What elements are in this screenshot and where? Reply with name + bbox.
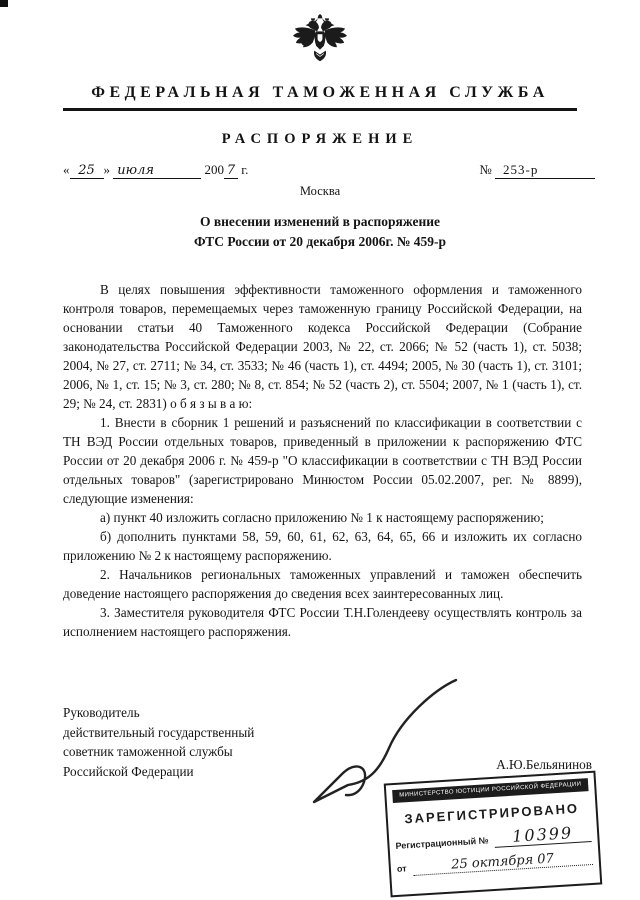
date-close-quote: » xyxy=(103,162,110,177)
paragraph-item-2: 2. Начальников региональных таможенных управлений и таможен обеспечить доведение настоящего распоряжения до сведения всех заинтересованных лиц. xyxy=(63,567,582,601)
signatory-title-line-1: Руководитель xyxy=(63,705,140,720)
date-number-row xyxy=(63,162,595,179)
registration-date-label: от xyxy=(396,863,407,874)
date-year-printed: 200 xyxy=(204,162,224,177)
document-title-line-1: О внесении изменений в распоряжение xyxy=(199,214,441,229)
ministry-name-bar: МИНИСТЕРСТВО ЮСТИЦИИ РОССИЙСКОЙ ФЕДЕРАЦИИ xyxy=(392,778,588,803)
signatory-title-line-4: Российской Федерации xyxy=(63,763,194,779)
paragraph-item-1a: а) пункт 40 изложить согласно приложению № 1 к настоящему распоряжению; xyxy=(100,510,544,525)
agency-name: ФЕДЕРАЛЬНАЯ ТАМОЖЕННАЯ СЛУЖБА xyxy=(91,84,549,101)
document-date xyxy=(63,162,248,179)
document-number xyxy=(479,162,595,179)
document-type-title: РАСПОРЯЖЕНИЕ xyxy=(221,131,419,147)
number-value: 253-р xyxy=(495,162,595,179)
paragraph-item-1: 1. Внести в сборник 1 решений и разъяснений по классификации в соответствии с ТН ВЭД России отдельных товаров, приведенный в приложении к распоряжению ФТС России от 20 декабря 2006 г. № 459-р "О классификации в соответствии с ТН ВЭД России отдельных товаров" (зарегистрировано Минюстом России 05.02.2007, рег. № 8899), следующие изменения: xyxy=(63,415,582,506)
registration-date-value: 25 октября 07 xyxy=(412,849,593,876)
number-sign: № xyxy=(479,162,492,177)
signatory-name: А.Ю.Бельянинов xyxy=(496,757,592,772)
signatory-title-line-2: действительный государственный xyxy=(63,724,255,740)
signature-title-block xyxy=(63,703,254,781)
document-body xyxy=(63,280,582,641)
city-label: Москва xyxy=(299,184,341,198)
registration-number-label: Регистрационный № xyxy=(395,835,489,851)
date-day: 25 xyxy=(70,163,104,179)
date-year-suffix: г. xyxy=(241,162,249,177)
paragraph-preamble: В целях повышения эффективности таможенного оформления и таможенного контроля товаров, перемещаемых через таможенную границу Российской Федерации, на основании статьи 40 Таможенного кодекса Российской Федерации (Собрание законодательства Российской Федерации 2003, № 22, ст. 2066; № 52 (часть 1), ст. 5038; 2004, № 27, ст. 2711; № 34, ст. 3533; № 46 (часть 1), ст. 4494; 2005, № 30 (часть 1), ст. 3101; 2006, № 1, ст. 15; № 3, ст. 280; № 8, ст. 854; № 52 (часть 2), ст. 5504; 2007, № 1 (часть 1), ст. 29; № 24, ст. 2831) о б я з ы в а ю: xyxy=(63,282,582,411)
registration-number-line xyxy=(395,822,592,854)
paragraph-item-3: 3. Заместителя руководителя ФТС России Т.Н.Голендееву осуществлять контроль за исполнением настоящего распоряжения. xyxy=(63,605,582,639)
coat-of-arms-icon xyxy=(291,14,349,73)
date-month: июля xyxy=(113,163,201,179)
registered-label: ЗАРЕГИСТРИРОВАНО xyxy=(404,800,580,827)
scan-artifact xyxy=(0,0,8,7)
header-divider xyxy=(63,108,577,111)
signatory-title-line-3: советник таможенной службы xyxy=(63,744,233,759)
date-year-handwritten: 7 xyxy=(224,163,238,179)
document-title xyxy=(0,212,640,252)
document-title-line-2: ФТС России от 20 декабря 2006г. № 459-р xyxy=(193,234,447,249)
handwritten-signature xyxy=(306,674,481,814)
date-open-quote: « xyxy=(63,162,70,177)
registration-date-line xyxy=(396,849,593,877)
registration-number-value: 10399 xyxy=(494,822,592,848)
paragraph-item-1b: б) дополнить пунктами 58, 59, 60, 61, 62, 63, 64, 65, 66 и изложить их согласно приложению № 2 к настоящему распоряжению. xyxy=(63,529,582,563)
